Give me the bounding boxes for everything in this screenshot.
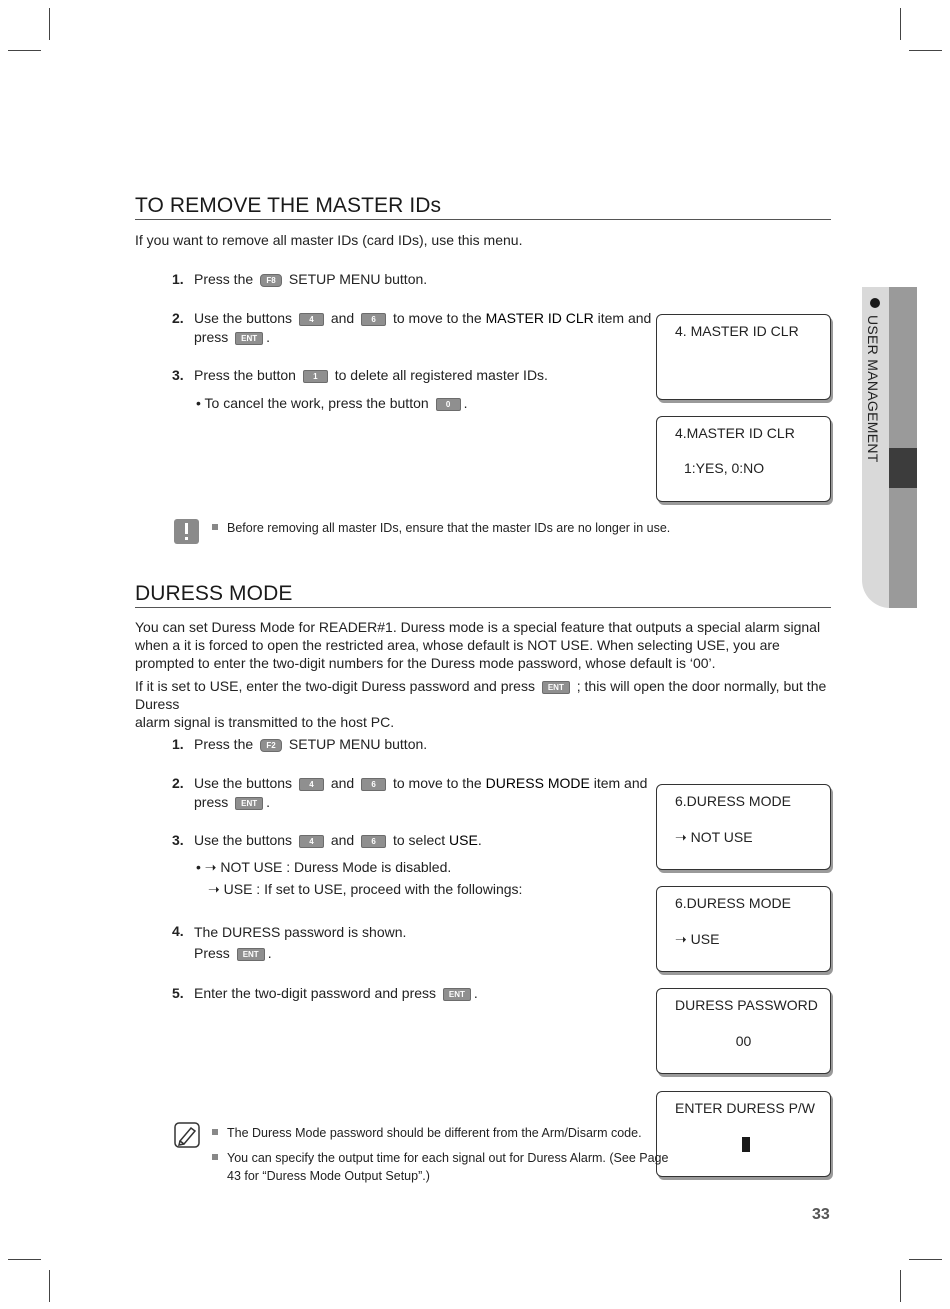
master-intro: If you want to remove all master IDs (card IDs), use this menu. [135,232,523,248]
step-text: . [267,945,272,961]
para-text: ; this will open the door normally, but the Duress [135,678,827,712]
step-text: Press the button [194,367,296,383]
bullet-text: • To cancel the work, press the button [196,395,429,411]
ent-key-icon: ENT [237,948,265,961]
square-bullet-icon [212,1129,218,1135]
key-6-icon: 6 [361,835,386,848]
ent-key-icon: ENT [542,681,570,694]
cursor-block-icon [742,1137,750,1152]
step-text: SETUP MENU button. [288,271,428,287]
step-text: and [330,310,355,326]
step-text: Press the [194,271,254,287]
option-name: USE [449,832,478,848]
side-tab-marker [889,448,917,488]
step-text: SETUP MENU button. [288,736,428,752]
step-text: Use the buttons [194,775,293,791]
square-bullet-icon [212,1154,218,1160]
ent-key-icon: ENT [235,797,263,810]
lcd-line-1: 4.MASTER ID CLR [675,425,795,441]
step-text: Enter the two-digit password and press [194,985,437,1001]
lcd-display [656,784,831,870]
step-text: Use the buttons [194,310,293,326]
step-text: Press [194,945,230,961]
duress-para-2 [135,677,835,731]
side-tab [862,287,917,608]
ent-key-icon: ENT [443,988,471,1001]
caution-icon [174,519,199,544]
step-text: to move to the [392,775,482,791]
duress-sub-use: ➝ USE : If set to USE, proceed with the followings: [208,881,523,897]
step-text: and [330,775,355,791]
step-text: to delete all registered master IDs. [334,367,548,383]
step-number: 1. [172,736,184,752]
note-text: You can specify the output time for each signal out for Duress Alarm. (See Page [227,1151,669,1165]
duress-sub-not-use: • ➝ NOT USE : Duress Mode is disabled. [196,859,452,875]
crop-mark [8,1259,41,1260]
step-number: 4. [172,923,184,939]
page-number: 33 [812,1206,830,1223]
crop-mark [909,50,942,51]
step-number: 5. [172,985,184,1001]
menu-item-name: MASTER ID CLR [485,310,594,326]
step-number: 1. [172,271,184,287]
step-text: to move to the [392,310,482,326]
key-4-icon: 4 [299,778,324,791]
lcd-line-1: 6.DURESS MODE [675,895,791,911]
side-tab-label: USER MANAGEMENT [865,315,881,463]
step-text: item and [593,775,648,791]
step-text: . [473,985,478,1001]
crop-mark [900,8,901,40]
section-title-master: TO REMOVE THE MASTER IDs [135,194,831,220]
step-text: item and [597,310,652,326]
lcd-line-1: 6.DURESS MODE [675,793,791,809]
square-bullet-icon [212,524,218,530]
ent-key-icon: ENT [235,332,263,345]
duress-para-1: You can set Duress Mode for READER#1. Duress mode is a special feature that outputs a special alarm signal when a it is forced to open the restricted area, whose default is NOT USE. When selecting USE, you are prompted to enter the two-digit numbers for the Duress mode password, whose default is ‘00’. [135,619,821,671]
step-number: 2. [172,310,184,326]
bullet-text: . [463,395,468,411]
key-4-icon: 4 [299,313,324,326]
step-number: 3. [172,367,184,383]
lcd-display [656,1091,831,1177]
lcd-line-2: 00 [735,1033,752,1049]
lcd-display [656,988,831,1074]
caution-note [212,519,670,537]
f2-key-icon: F2 [260,739,282,752]
key-4-icon: 4 [299,835,324,848]
master-cancel-bullet [196,394,467,413]
lcd-line-2: ➝ NOT USE [675,829,753,845]
step-number: 3. [172,832,184,848]
step-text: to select [392,832,446,848]
key-0-icon: 0 [436,398,461,411]
f8-key-icon: F8 [260,274,282,287]
key-1-icon: 1 [303,370,328,383]
step-text: . [477,832,482,848]
lcd-display [656,886,831,972]
key-6-icon: 6 [361,313,386,326]
crop-mark [900,1270,901,1302]
step-text: press [194,329,229,345]
crop-mark [49,8,50,40]
lcd-display [656,416,831,502]
step-text: Press the [194,736,254,752]
step-text: The DURESS password is shown. [194,924,407,940]
duress-note-1 [212,1124,642,1142]
step-text: . [266,329,271,345]
note-pencil-icon [174,1122,200,1153]
step-text: . [266,794,271,810]
para-text: alarm signal is transmitted to the host PC. [135,714,395,730]
duress-note-2 [212,1149,668,1185]
lcd-display [656,314,831,400]
lcd-line-2: 1:YES, 0:NO [684,460,765,476]
step-text: and [330,832,355,848]
caution-text: Before removing all master IDs, ensure that the master IDs are no longer in use. [227,521,671,535]
crop-mark [909,1259,942,1260]
lcd-line-1: DURESS PASSWORD [675,997,818,1013]
key-6-icon: 6 [361,778,386,791]
lcd-line-1: 4. MASTER ID CLR [675,323,799,339]
step-number: 2. [172,775,184,791]
note-text: The Duress Mode password should be different from the Arm/Disarm code. [227,1126,642,1140]
crop-mark [8,50,41,51]
para-text: If it is set to USE, enter the two-digit Duress password and press [135,678,535,694]
menu-item-name: DURESS MODE [485,775,590,791]
step-text: Use the buttons [194,832,293,848]
note-text: 43 for “Duress Mode Output Setup”.) [227,1169,430,1183]
lcd-line-2: ➝ USE [675,931,720,947]
section-title-duress: DURESS MODE [135,582,831,608]
crop-mark [49,1270,50,1302]
bullet-dot-icon [870,298,880,308]
step-text: press [194,794,229,810]
lcd-line-1: ENTER DURESS P/W [675,1100,816,1116]
